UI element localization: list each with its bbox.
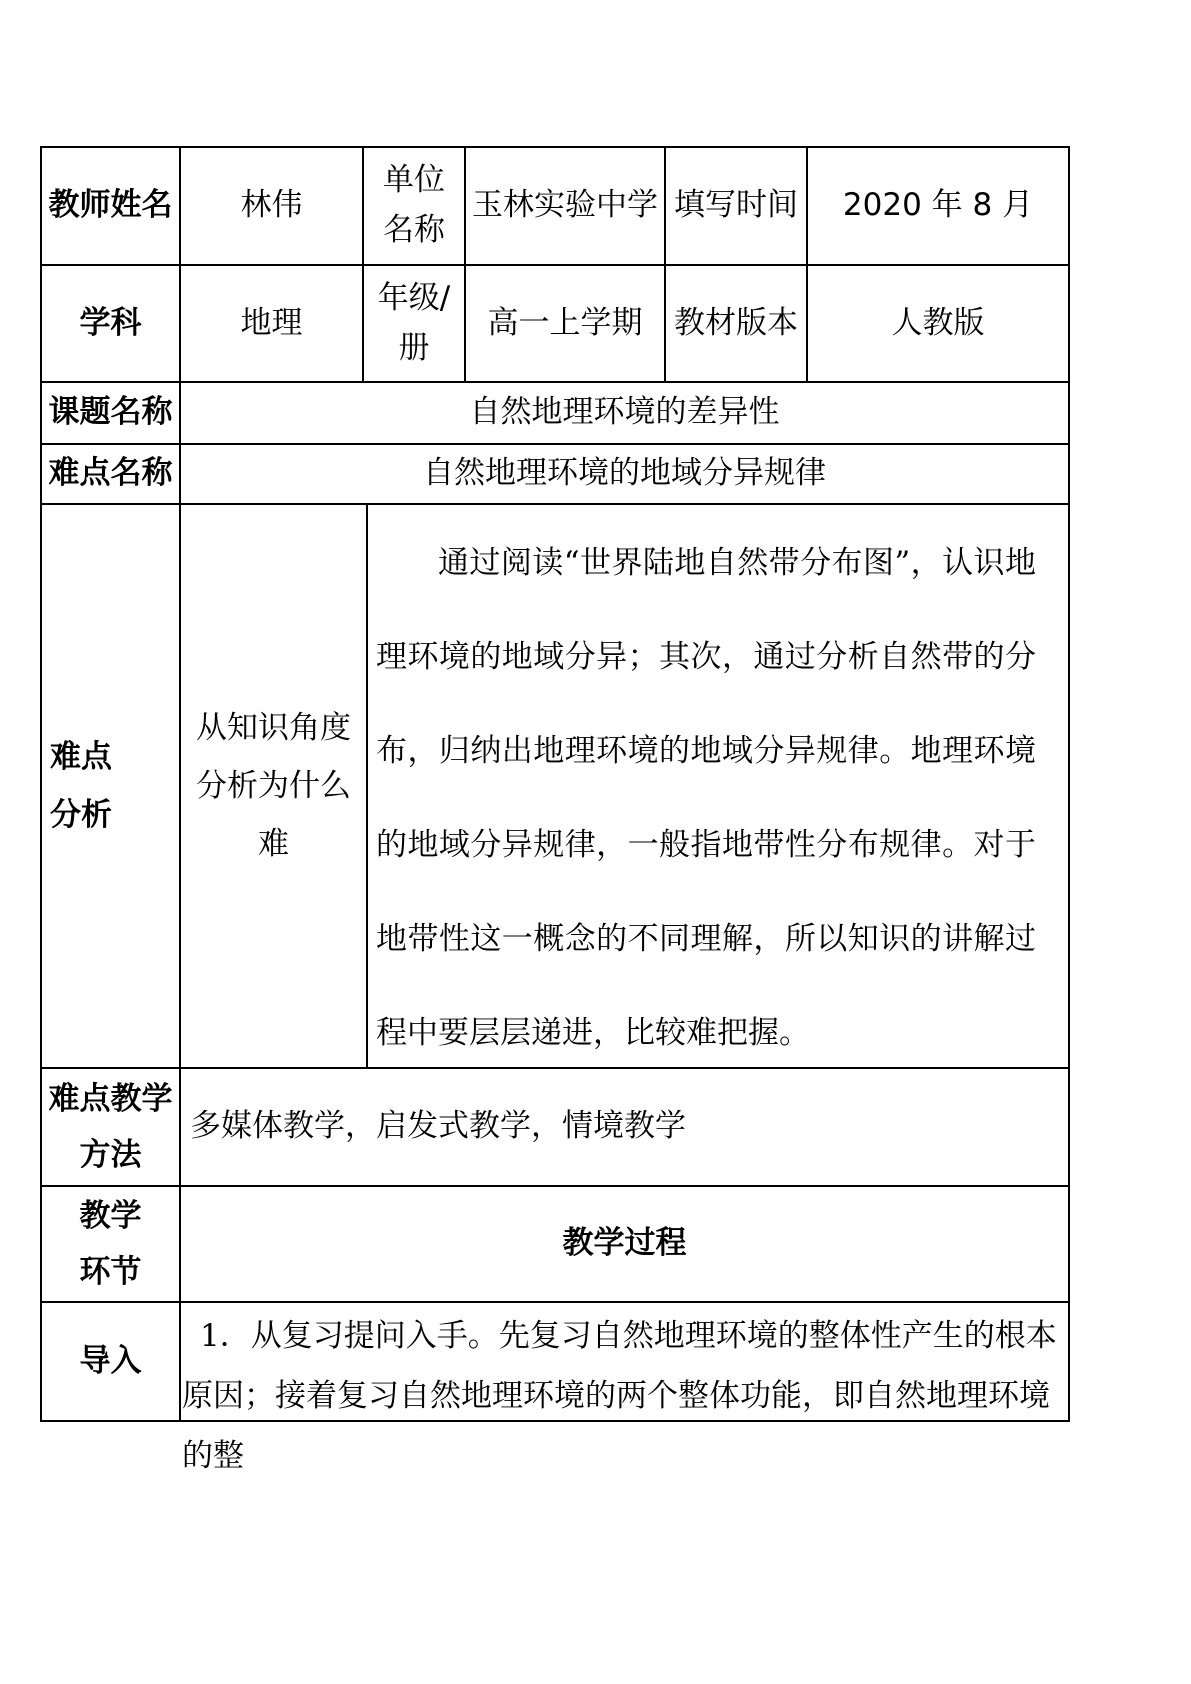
- topic-label: 课题名称: [48, 394, 173, 431]
- teaching-stage-label: 教学 环节: [79, 1198, 142, 1290]
- teaching-process-header: 教学过程: [562, 1225, 687, 1262]
- subject-label: 学科: [79, 304, 142, 341]
- table-border-right: [1068, 146, 1070, 1422]
- difficulty-value: 自然地理环境的地域分异规律: [423, 455, 826, 492]
- analysis-sub-label: 从知识角度 分析为什么 难: [196, 710, 351, 862]
- analysis-label: 难点 分析: [50, 739, 112, 833]
- difficulty-label: 难点名称: [48, 455, 173, 492]
- grade-label: 年级/ 册: [377, 279, 451, 366]
- edition-label: 教材版本: [674, 304, 798, 341]
- unit-name-value: 玉林实验中学: [472, 187, 658, 224]
- edition-value: 人教版: [891, 304, 985, 341]
- fill-date-label: 填写时间: [674, 187, 798, 224]
- teacher-name-label: 教师姓名: [48, 187, 173, 224]
- teaching-method-value: 多媒体教学，启发式教学，情境教学: [190, 1108, 686, 1145]
- intro-text: 1．从复习提问入手。先复习自然地理环境的整体性产生的根本原因；接着复习自然地理环境的两个整体功能，即自然地理环境的整: [182, 1318, 1057, 1474]
- teaching-method-label: 难点教学 方法: [48, 1081, 173, 1173]
- row-divider: [40, 1301, 1070, 1303]
- fill-date-value: 2020 年 8 月: [842, 187, 1034, 224]
- column-divider: [366, 503, 368, 1068]
- teacher-name-value: 林伟: [240, 187, 303, 224]
- intro-label: 导入: [79, 1342, 142, 1379]
- grade-value: 高一上学期: [487, 304, 643, 341]
- subject-value: 地理: [240, 304, 303, 341]
- topic-value: 自然地理环境的差异性: [469, 394, 780, 431]
- unit-name-label: 单位 名称: [383, 162, 445, 248]
- analysis-text: 通过阅读“世界陆地自然带分布图”，认识地理环境的地域分异；其次，通过分析自然带的分布，归纳出地理环境的地域分异规律。地理环境的地域分异规律，一般指地带性分布规律。对于地带性这一概念的不同理解，所以知识的讲解过程中要层层递进，比较难把握。: [376, 545, 1036, 1051]
